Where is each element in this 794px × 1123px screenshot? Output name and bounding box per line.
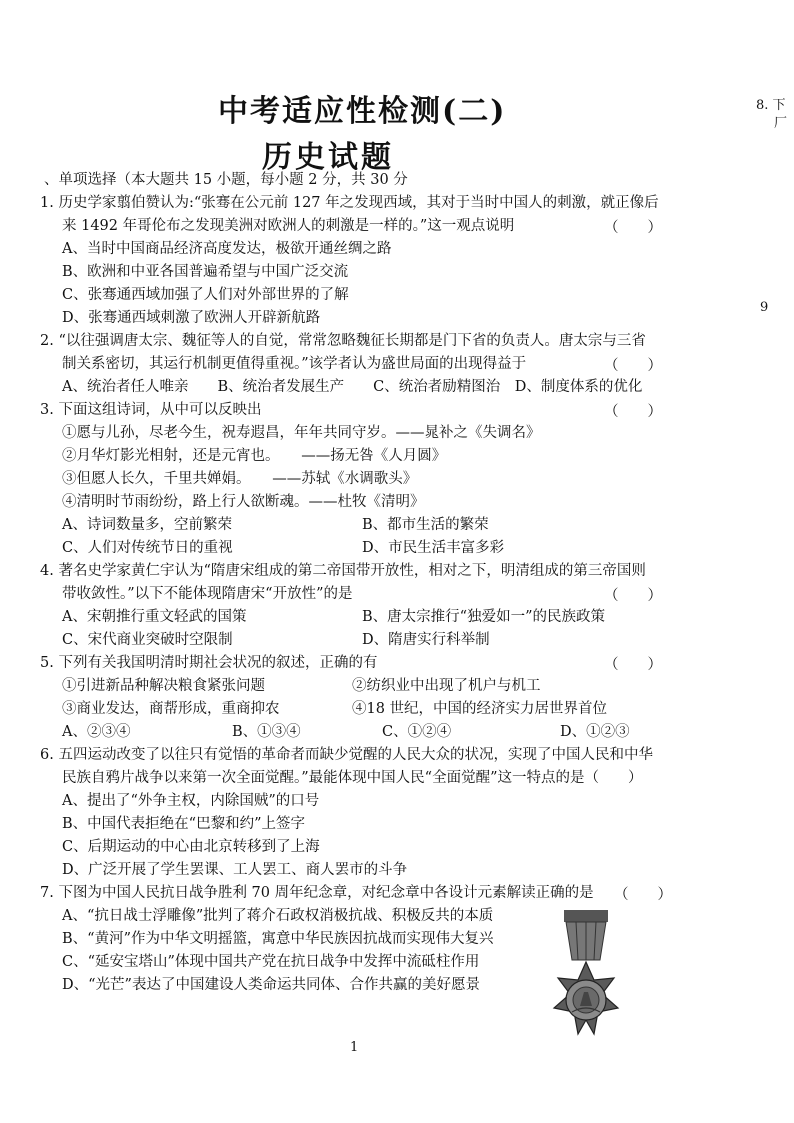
q3-poem-3: ③但愿人长久，千里共婵娟。 ——苏轼《水调歌头》 (62, 471, 418, 487)
q2-stem-2: 制关系密切，其运行机制更值得重视。”该学者认为盛世局面的出现得益于 (62, 356, 527, 372)
q3-poem-4: ④清明时节雨纷纷，路上行人欲断魂。——杜牧《清明》 (62, 494, 425, 510)
q6-option-d: D、广泛开展了学生罢课、工人罢工、商人罢市的斗争 (62, 862, 408, 878)
q7-option-b: B、“黄河”作为中华文明摇篮，寓意中华民族因抗战而实现伟大复兴 (62, 931, 494, 947)
q7-option-a: A、“抗日战士浮雕像”批判了蒋介石政权消极抗战、积极反共的本质 (62, 908, 494, 924)
q6-option-a: A、提出了“外争主权，内除国贼”的口号 (62, 793, 320, 809)
q7-stem: 7. 下图为中国人民抗日战争胜利 70 周年纪念章，对纪念章中各设计元素解读正确的是 (40, 885, 594, 901)
medal-star-badge (554, 962, 618, 1034)
q4-option-a: A、宋朝推行重文轻武的国策 (62, 609, 247, 625)
q1-option-c: C、张骞通西域加强了人们对外部世界的了解 (62, 287, 349, 303)
exam-title: 中考适应性检测(二) (218, 94, 507, 129)
q5-item-1: ①引进新品种解决粮食紧张问题 (62, 678, 265, 694)
q1-option-d: D、张骞通西域刺激了欧洲人开辟新航路 (62, 310, 321, 326)
q6-option-c: C、后期运动的中心由北京转移到了上海 (62, 839, 320, 855)
q5-option-d: D、①②③ (560, 724, 630, 740)
commemorative-medal-image (542, 908, 630, 1058)
q7-option-d: D、“光芒”表达了中国建设人类命运共同体、合作共赢的美好愿景 (62, 977, 480, 993)
q7-option-c: C、“延安宝塔山”体现中国共产党在抗日战争中发挥中流砥柱作用 (62, 954, 480, 970)
q5-item-4: ④18 世纪，中国的经济实力居世界首位 (352, 701, 608, 717)
q5-item-2: ②纺织业中出现了机户与机工 (352, 678, 541, 694)
q5-stem: 5. 下列有关我国明清时期社会状况的叙述，正确的有 (40, 655, 378, 671)
q5-option-a: A、②③④ (62, 724, 131, 740)
edge-text-top: 8. 下 (756, 98, 786, 113)
q1-stem-2: 来 1492 年哥伦布之发现美洲对欧洲人的刺激是一样的。”这一观点说明 (62, 218, 515, 234)
q5-answer-paren: （ ） (604, 657, 662, 673)
q3-option-b: B、都市生活的繁荣 (362, 517, 489, 533)
q6-option-b: B、中国代表拒绝在“巴黎和约”上签字 (62, 816, 305, 832)
q4-stem-2: 带收敛性。”以下不能体现隋唐宋“开放性”的是 (62, 586, 353, 602)
medal-bar (564, 910, 608, 922)
q3-poem-2: ②月华灯影光相射，还是元宵也。 ——扬无咎《人月圆》 (62, 448, 447, 464)
q6-stem-1: 6. 五四运动改变了以往只有觉悟的革命者而缺少觉醒的人民大众的状况，实现了中国人民和中华 (40, 747, 653, 763)
q4-option-c: C、宋代商业突破时空限制 (62, 632, 233, 648)
q7-answer-paren: （ ） (614, 887, 672, 903)
q3-answer-paren: （ ） (604, 404, 662, 420)
exam-subtitle: 历史试题 (262, 140, 394, 175)
q6-stem-2: 民族自鸦片战争以来第一次全面觉醒。”最能体现中国人民“全面觉醒”这一特点的是（ ） (62, 770, 643, 786)
q5-option-b: B、①③④ (232, 724, 301, 740)
q1-option-a: A、当时中国商品经济高度发达，极欲开通丝绸之路 (62, 241, 392, 257)
section-heading: 、单项选择（本大题共 15 小题，每小题 2 分，共 30 分 (44, 172, 408, 188)
q3-poem-1: ①愿与儿孙，尽老今生，祝寿遐昌，年年共同守岁。——晁补之《失调名》 (62, 425, 541, 441)
q3-stem: 3. 下面这组诗词，从中可以反映出 (40, 402, 262, 418)
page-number: 1 (350, 1040, 359, 1055)
q2-answer-paren: （ ） (604, 358, 662, 374)
q5-item-3: ③商业发达，商帮形成，重商抑农 (62, 701, 280, 717)
edge-text-top-2: 厂 (774, 116, 788, 131)
q1-answer-paren: （ ） (604, 220, 662, 236)
q4-stem-1: 4. 著名史学家黄仁宇认为“隋唐宋组成的第二帝国带开放性，相对之下，明清组成的第三帝国则 (40, 563, 646, 579)
q4-answer-paren: （ ） (604, 588, 662, 604)
q2-stem-1: 2. “以往强调唐太宗、魏征等人的自觉，常常忽略魏征长期都是门下省的负责人。唐太宗与三省 (40, 333, 646, 349)
q1-option-b: B、欧洲和中亚各国普遍希望与中国广泛交流 (62, 264, 349, 280)
q1-stem-1: 1. 历史学家翦伯赞认为:“张骞在公元前 127 年之发现西域，其对于当时中国人的刺激，就正像后 (40, 195, 659, 211)
q5-option-c: C、①②④ (382, 724, 452, 740)
q4-option-b: B、唐太宗推行“独爱如一”的民族政策 (362, 609, 605, 625)
q2-options: A、统治者任人唯亲 B、统治者发展生产 C、统治者励精图治 D、制度体系的优化 (62, 379, 643, 395)
q3-option-a: A、诗词数量多，空前繁荣 (62, 517, 232, 533)
q3-option-c: C、人们对传统节日的重视 (62, 540, 233, 556)
q4-option-d: D、隋唐实行科举制 (362, 632, 490, 648)
edge-text-mid: 9 (760, 300, 769, 315)
q3-option-d: D、市民生活丰富多彩 (362, 540, 505, 556)
